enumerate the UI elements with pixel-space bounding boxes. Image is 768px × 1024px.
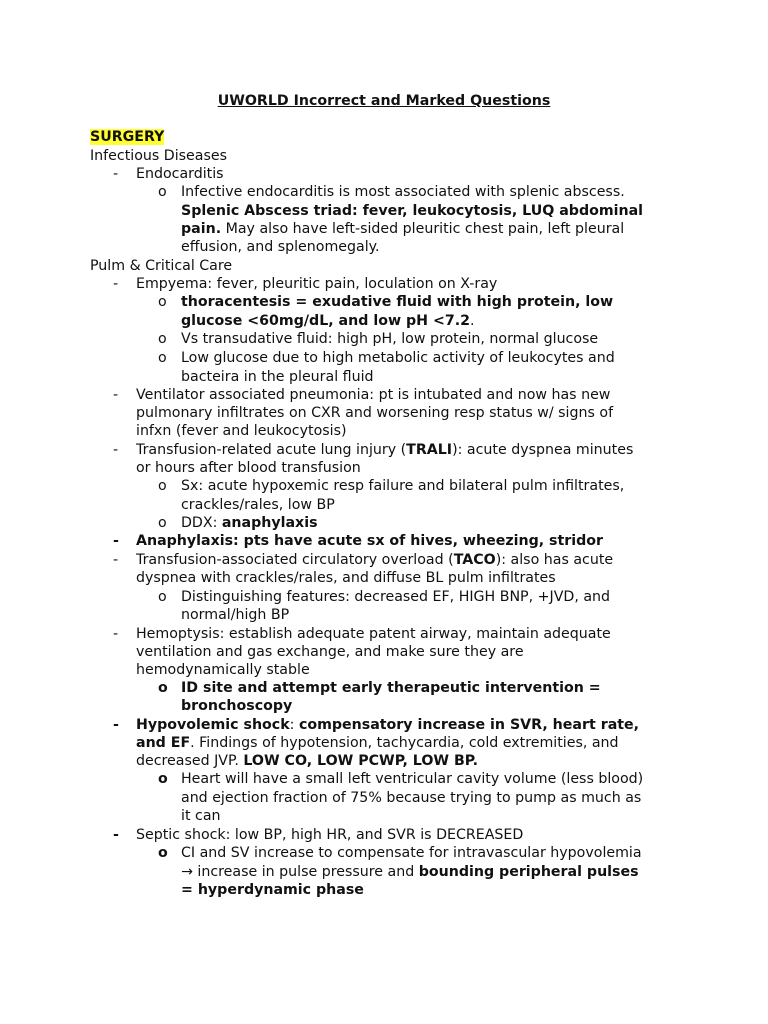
section-highlight: SURGERY [90,129,165,145]
note-line: or hours after blood transfusion [136,460,361,476]
note-line: Low glucose due to high metabolic activity of leukocytes and [181,350,615,366]
dash-bullet: - [113,552,119,568]
note-line: infxn (fever and leukocytosis) [136,423,347,439]
circle-bullet: o [158,478,167,494]
note-line: pulmonary infiltrates on CXR and worsening resp status w/ signs of [136,405,614,421]
section-heading [90,128,164,146]
note-line: and ejection fraction of 75% because trying to pump as much as [181,790,642,806]
note-line: Infective endocarditis is most associated with splenic abscess. [181,184,625,200]
note-line: CI and SV increase to compensate for intravascular hypovolemia [181,845,642,861]
note-line [181,312,475,330]
dash-bullet: - [113,442,119,458]
note-line [181,697,292,715]
dash-bullet: - [113,626,119,642]
note-line: dyspnea with crackles/rales, and diffuse BL pulm infiltrates [136,570,556,586]
topic-endocarditis: Endocarditis [136,166,224,182]
note-line: effusion, and splenomegaly. [181,239,380,255]
note-line: normal/high BP [181,607,290,623]
circle-bullet: o [158,680,168,696]
circle-bullet: o [158,771,168,787]
dash-bullet: - [113,166,119,182]
note-line: ventilation and gas exchange, and make sure they are [136,644,524,660]
note-line [181,293,613,311]
topic-vap: Ventilator associated pneumonia: pt is intubated and now has new [136,387,611,403]
bold-text: = hyperdynamic phase [181,882,364,898]
note-line [181,220,624,238]
topic-hypovolemic-shock: Hypovolemic shock: compensatory increase in SVR, heart rate, [136,717,640,733]
bold-text: TRALI [406,442,453,458]
topic-hemoptysis: Hemoptysis: establish adequate patent airway, maintain adequate [136,626,611,642]
circle-bullet: o [158,350,167,366]
document-title: UWORLD Incorrect and Marked Questions [217,93,551,109]
bold-text: anaphylaxis [221,515,318,531]
note-line: hemodynamically stable [136,662,310,678]
note-line: Distinguishing features: decreased EF, HIGH BNP, +JVD, and [181,589,611,605]
circle-bullet: o [158,184,167,200]
bold-text: glucose <60mg/dL, and low pH <7.2 [181,313,470,329]
bold-text: compensatory increase in SVR, heart rate, [298,717,640,733]
bold-text: pain. [181,221,222,237]
note-line: → increase in pulse pressure and bounding peripheral pulses [181,864,639,880]
note-line: Vs transudative fluid: high pH, low protein, normal glucose [181,331,599,347]
bold-text: Anaphylaxis: pts have acute sx of hives, wheezing, stridor [136,533,604,549]
note-line: Sx: acute hypoxemic resp failure and bilateral pulm infiltrates, [181,478,625,494]
category-infectious: Infectious Diseases [90,148,227,164]
circle-bullet: o [158,331,167,347]
bold-text: Splenic Abscess triad: fever, leukocytosis, LUQ abdominal [181,203,644,219]
note-line: and EF. Findings of hypotension, tachycardia, cold extremities, and [136,735,619,751]
dash-bullet: - [113,533,119,549]
dash-bullet: - [113,827,119,843]
note-line: crackles/rales, low BP [181,497,335,513]
dash-bullet: - [113,387,119,403]
note-line: bacteira in the pleural fluid [181,369,374,385]
topic-anaphylaxis [136,532,603,550]
note-line [181,881,364,899]
bold-text: LOW CO, LOW PCWP, LOW BP. [243,753,478,769]
plain-text: May also have left-sided pleuritic chest pain, left pleural [221,221,625,237]
bold-text: Hypovolemic shock [136,717,290,733]
note-line: Heart will have a small left ventricular cavity volume (less blood) [181,771,644,787]
dash-bullet: - [113,276,119,292]
bold-text: ID site and attempt early therapeutic intervention = [181,680,601,696]
category-pulm: Pulm & Critical Care [90,258,233,274]
topic-septic-shock: Septic shock: low BP, high HR, and SVR is DECREASED [136,827,524,843]
note-line: it can [181,808,221,824]
circle-bullet: o [158,294,167,310]
note-line [181,202,643,220]
circle-bullet: o [158,515,167,531]
note-line [181,679,601,697]
circle-bullet: o [158,845,168,861]
circle-bullet: o [158,589,167,605]
plain-text: . [469,313,475,329]
topic-trali: Transfusion-related acute lung injury (TRALI): acute dyspnea minutes [136,442,634,458]
note-line: DDX: anaphylaxis [181,515,318,531]
bold-text: and EF [136,735,191,751]
topic-empyema: Empyema: fever, pleuritic pain, loculation on X-ray [136,276,498,292]
bold-text: bounding peripheral pulses [418,864,639,880]
bold-text: thoracentesis = exudative fluid with high protein, low [181,294,614,310]
topic-taco: Transfusion-associated circulatory overload (TACO): also has acute [136,552,614,568]
note-line: decreased JVP. LOW CO, LOW PCWP, LOW BP. [136,753,478,769]
bold-text: TACO [453,552,496,568]
dash-bullet: - [113,717,119,733]
bold-text: bronchoscopy [181,698,293,714]
